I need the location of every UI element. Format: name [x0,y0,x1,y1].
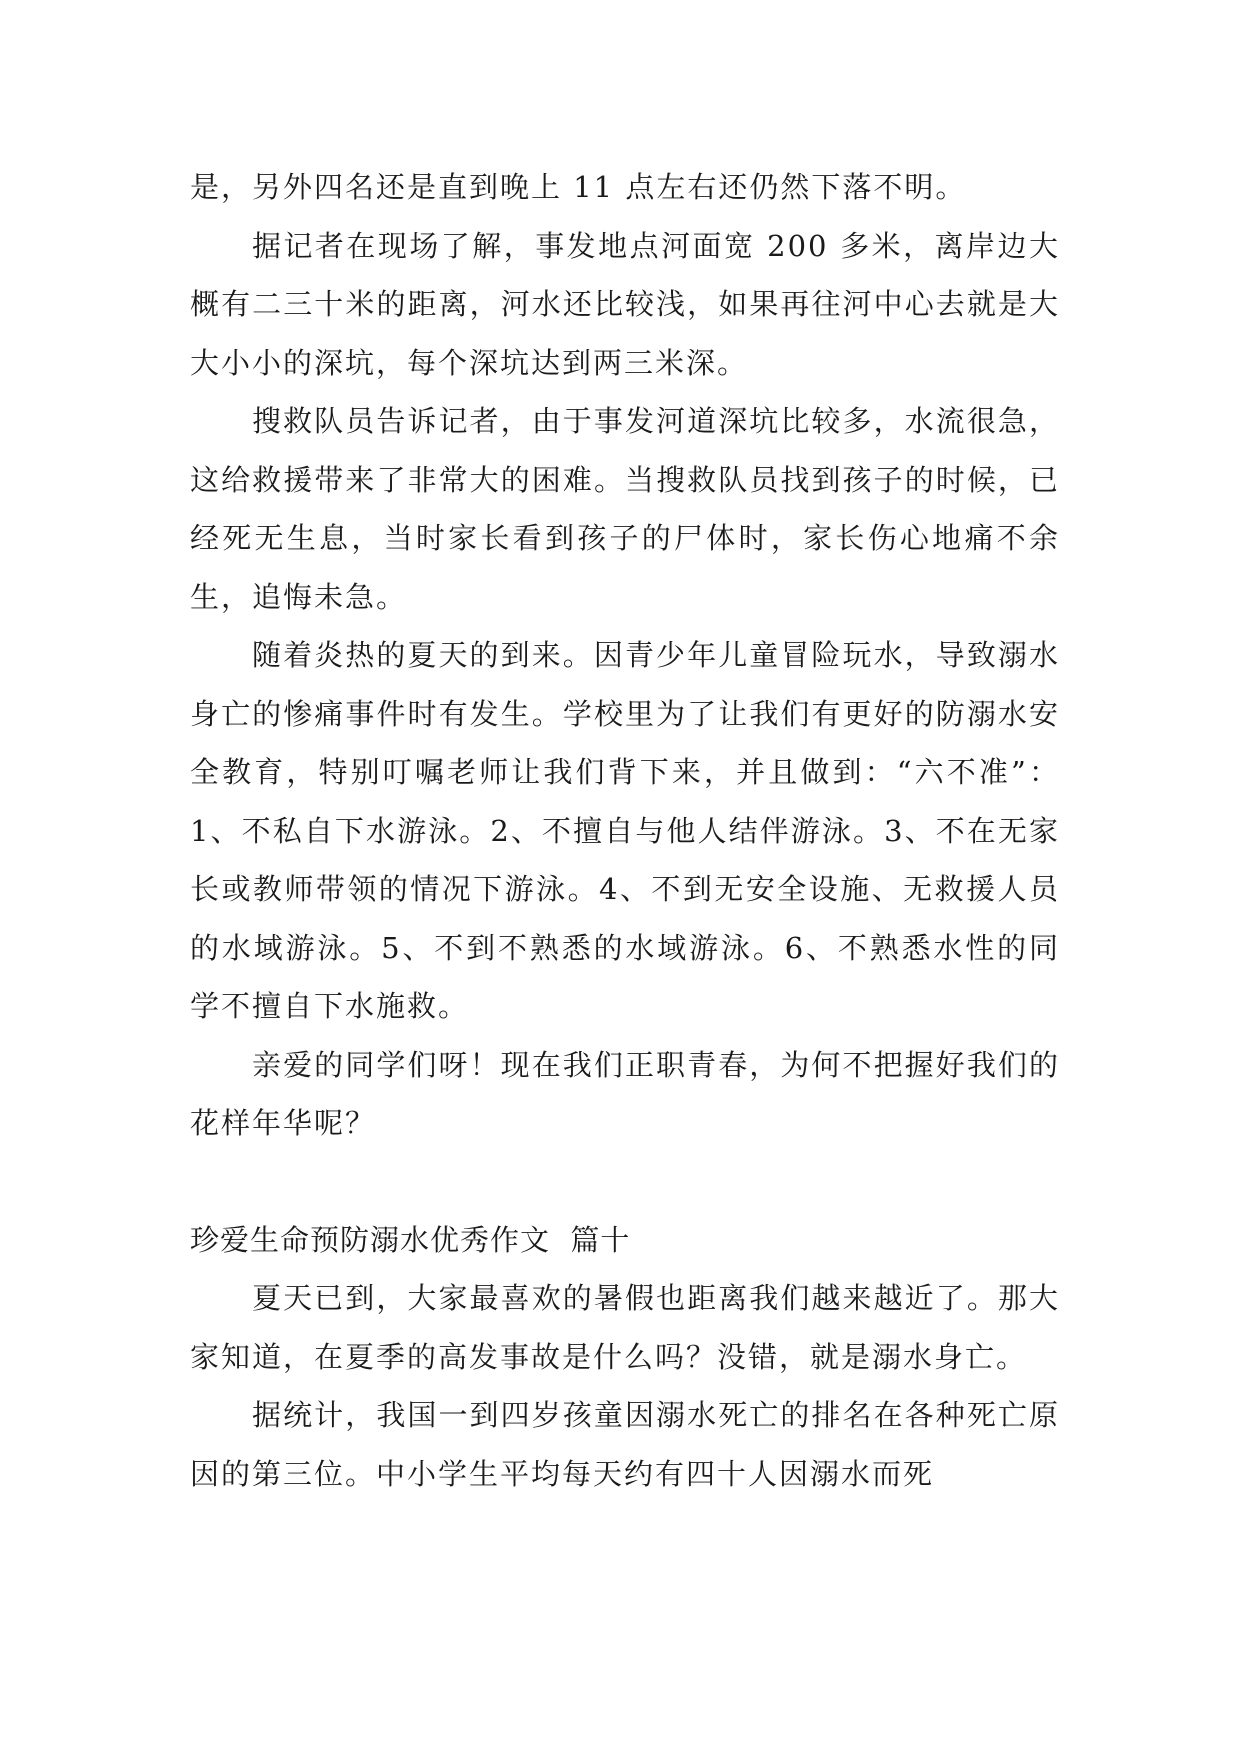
paragraph-summer-intro: 夏天已到，大家最喜欢的暑假也距离我们越来越近了。那大家知道，在夏季的高发事故是什么吗？没错，就是溺水身亡。 [190,1281,1060,1374]
paragraph-rescue-team: 搜救队员告诉记者，由于事发河道深坑比较多，水流很急，这给救援带来了非常大的困难。当搜救队员找到孩子的时候，已经死无生息，当时家长看到孩子的尸体时，家长伤心地痛不余生，追悔未急。 [190,404,1060,614]
section-heading: 珍爱生命预防溺水优秀作文 篇十 [190,1222,631,1257]
document-body [190,158,1060,1503]
paragraph-six-rules: 随着炎热的夏天的到来。因青少年儿童冒险玩水，导致溺水身亡的惨痛事件时有发生。学校里为了让我们有更好的防溺水安全教育，特别叮嘱老师让我们背下来，并且做到：“六不准”：1、不私自下水游泳。2、不擅自与他人结伴游泳。3、不在无家长或教师带领的情况下游泳。4、不到无安全设施、无救援人员的水域游泳。5、不到不熟悉的水域游泳。6、不熟悉水性的同学不擅自下水施救。 [190,638,1060,1023]
paragraph-closing: 亲爱的同学们呀！现在我们正职青春，为何不把握好我们的花样年华呢？ [190,1047,1060,1140]
paragraph-reporter-scene: 据记者在现场了解，事发地点河面宽 200 多米，离岸边大概有二三十米的距离，河水还比较浅，如果再往河中心去就是大大小小的深坑，每个深坑达到两三米深。 [190,228,1060,380]
paragraph-continuation: 是，另外四名还是直到晚上 11 点左右还仍然下落不明。 [190,170,967,204]
paragraph-statistics: 据统计，我国一到四岁孩童因溺水死亡的排名在各种死亡原因的第三位。中小学生平均每天约有四十人因溺水而死 [190,1398,1060,1491]
section-spacer [190,1153,1060,1211]
